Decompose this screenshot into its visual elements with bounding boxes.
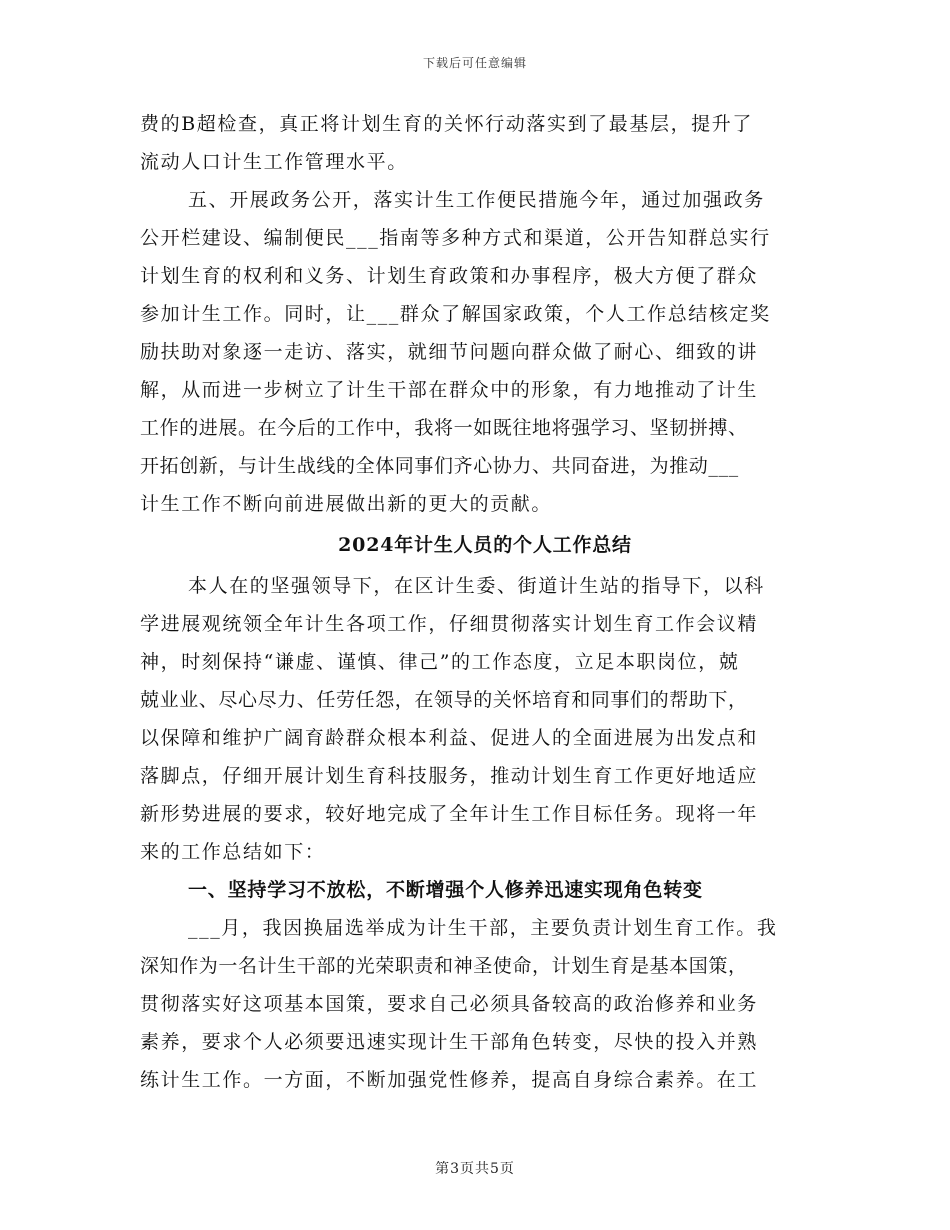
paragraph-line: 兢业业、尽心尽力、任劳任怨，在领导的关怀培育和同事们的帮助下，: [140, 689, 748, 711]
paragraph-line: 来的工作总结如下：: [140, 841, 326, 863]
paragraph-line: 费的B超检查，真正将计划生育的关怀行动落实到了最基层，提升了: [140, 113, 753, 135]
paragraph-line: 五、开展政务公开，落实计生工作便民措施今年，通过加强政务: [188, 189, 765, 211]
section-title: 2024年计生人员的个人工作总结: [338, 534, 632, 556]
paragraph-line: 落脚点，仔细开展计划生育科技服务，推动计划生育工作更好地适应: [140, 765, 759, 787]
paragraph-line: 深知作为一名计生干部的光荣职责和神圣使命，计划生育是基本国策，: [140, 955, 748, 977]
paragraph-line: 神，时刻保持“谦虚、谨慎、律己”的工作态度，立足本职岗位，兢: [140, 651, 740, 673]
paragraph-line: 计划生育的权利和义务、计划生育政策和办事程序，极大方便了群众: [140, 265, 759, 287]
page-header-note: 下载后可任意编辑: [422, 56, 527, 70]
section-heading: 一、坚持学习不放松，不断增强个人修养迅速实现角色转变: [188, 879, 703, 901]
paragraph-line: ___月，我因换届选举成为计生干部，主要负责计划生育工作。我: [188, 917, 778, 939]
paragraph-line: 励扶助对象逐一走访、落实，就细节问题向群众做了耐心、细致的讲: [140, 341, 759, 363]
paragraph-line: 计生工作不断向前进展做出新的更大的贡献。: [140, 493, 553, 515]
paragraph-line: 贯彻落实好这项基本国策，要求自己必须具备较高的政治修养和业务: [140, 993, 759, 1015]
paragraph-line: 素养，要求个人必须要迅速实现计生干部角色转变，尽快的投入并熟: [140, 1031, 759, 1053]
paragraph-line: 流动人口计生工作管理水平。: [140, 151, 408, 173]
paragraph-line: 新形势进展的要求，较好地完成了全年计生工作目标任务。现将一年: [140, 803, 759, 825]
paragraph-line: 练计生工作。一方面，不断加强党性修养，提高自身综合素养。在工: [140, 1069, 759, 1091]
paragraph-line: 本人在的坚强领导下，在区计生委、街道计生站的指导下，以科: [188, 575, 765, 597]
paragraph-line: 公开栏建设、编制便民___指南等多种方式和渠道，公开告知群总实行: [140, 227, 771, 249]
paragraph-line: 学进展观统领全年计生各项工作，仔细贯彻落实计划生育工作会议精: [140, 613, 759, 635]
paragraph-line: 开拓创新，与计生战线的全体同事们齐心协力、共同奋进，为推动___: [140, 455, 739, 477]
paragraph-line: 工作的进展。在今后的工作中，我将一如既往地将强学习、坚韧拼搏、: [140, 417, 748, 439]
page-number: 第3页共5页: [435, 1161, 515, 1177]
paragraph-line: 参加计生工作。同时，让___群众了解国家政策，个人工作总结核定奖: [140, 303, 771, 325]
document-body: [140, 105, 830, 1099]
paragraph-line: 以保障和维护广阔育龄群众根本利益、促进人的全面进展为出发点和: [140, 727, 759, 749]
paragraph-line: 解，从而进一步树立了计生干部在群众中的形象，有力地推动了计生: [140, 379, 759, 401]
